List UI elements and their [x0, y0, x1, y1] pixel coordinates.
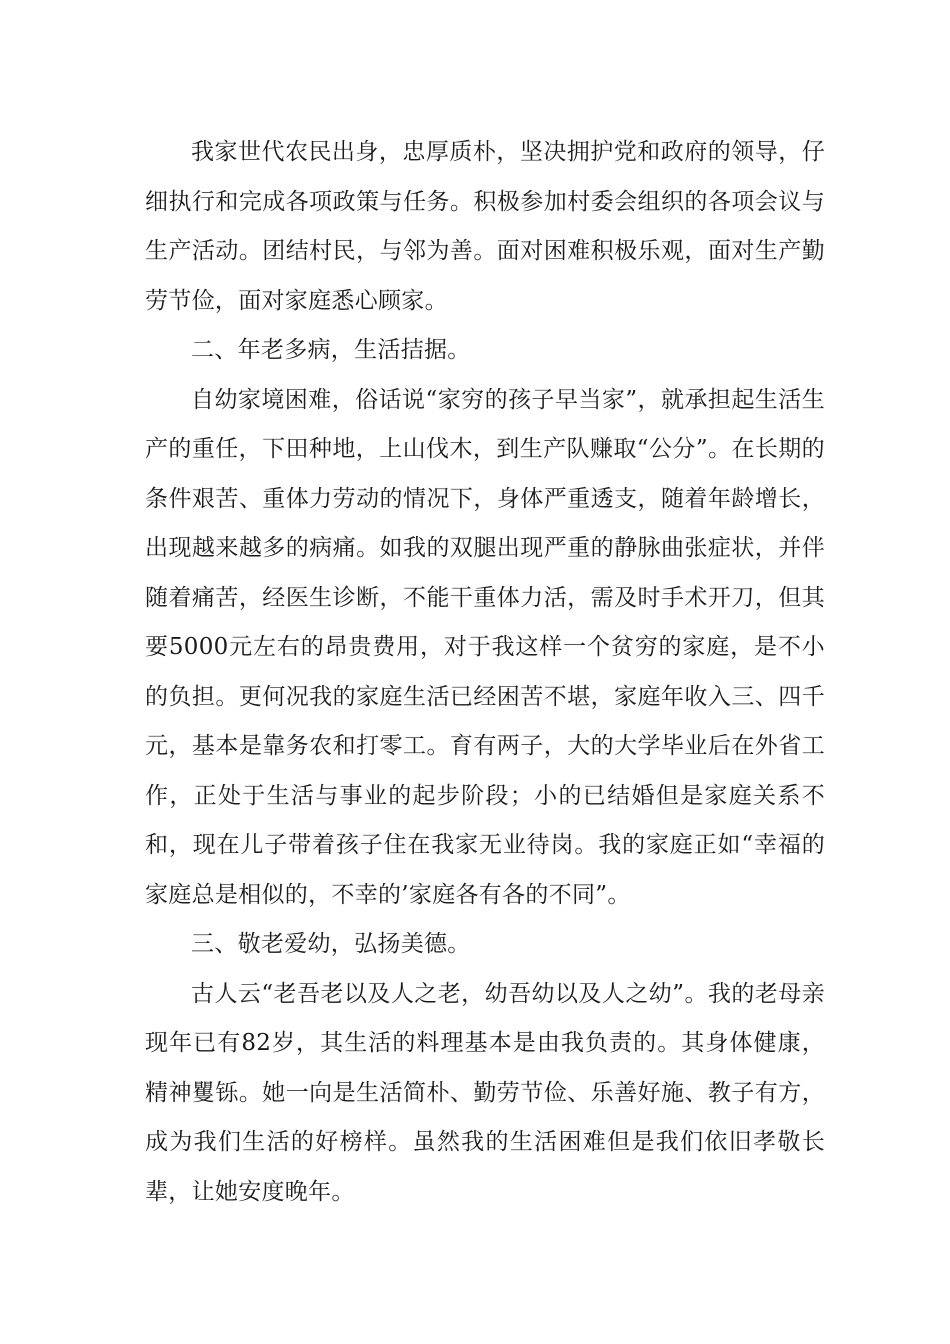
section-heading-old-age-illness: 二、年老多病，生活拮据。 [191, 337, 471, 363]
document-body [145, 128, 825, 1217]
paragraph-caring-for-mother: 古人云“老吾老以及人之老，幼吾幼以及人之幼”。我的老母亲现年已有82岁，其生活的料理基本是由我负责的。其身体健康，精神矍铄。她一向是生活简朴、勤劳节俭、乐善好施、教子有方，成为我们生活的好榜样。虽然我的生活困难但是我们依旧孝敬长辈，让她安度晚年。 [145, 980, 825, 1205]
section-heading-respect-elders: 三、敬老爱幼，弘扬美德。 [191, 931, 471, 957]
paragraph-family-background: 我家世代农民出身，忠厚质朴，坚决拥护党和政府的领导，仔细执行和完成各项政策与任务。积极参加村委会组织的各项会议与生产活动。团结村民，与邻为善。面对困难积极乐观，面对生产勤劳节俭，面对家庭悉心顾家。 [145, 139, 825, 314]
paragraph-hardship-details: 自幼家境困难，俗话说“家穷的孩子早当家”，就承担起生活生产的重任，下田种地，上山伐木，到生产队赚取“公分”。在长期的条件艰苦、重体力劳动的情况下，身体严重透支，随着年龄增长，出现越来越多的病痛。如我的双腿出现严重的静脉曲张症状，并伴随着痛苦，经医生诊断，不能干重体力活，需及时手术开刀，但其要5000元左右的昂贵费用，对于我这样一个贫穷的家庭，是不小的负担。更何况我的家庭生活已经困苦不堪，家庭年收入三、四千元，基本是靠务农和打零工。育有两子，大的大学毕业后在外省工作，正处于生活与事业的起步阶段；小的已结婚但是家庭关系不和，现在儿子带着孩子住在我家无业待岗。我的家庭正如“幸福的家庭总是相似的，不幸的’家庭各有各的不同”。 [145, 386, 825, 908]
